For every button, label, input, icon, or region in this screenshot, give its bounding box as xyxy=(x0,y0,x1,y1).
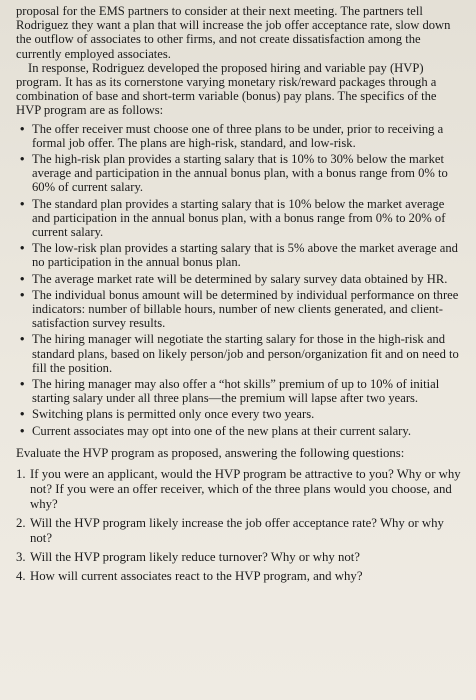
question-number: 2. xyxy=(16,515,26,530)
question-item xyxy=(16,467,464,512)
bullet-icon: • xyxy=(20,121,25,136)
list-item: • The hiring manager may also offer a “hot skills” premium of up to 10% of initial starting salary under all three plans—the premium will lapse after two years. xyxy=(20,377,440,406)
bullet-icon: • xyxy=(20,196,25,211)
question-text: Will the HVP program likely increase the job offer acceptance rate? Why or why not? xyxy=(30,515,444,545)
question-number: 3. xyxy=(16,549,26,564)
question-number: 1. xyxy=(16,466,26,481)
intro-paragraph-2: In response, Rodriguez developed the proposed hiring and variable pay (HVP) program. It has as its cornerstone varying monetary risk/reward packages through a combination of base and short-term variable (bonus) pay plans. The specifics of the HVP program are as follows: xyxy=(16,60,437,118)
list-item: • The offer receiver must choose one of three plans to be under, prior to receiving a formal job offer. The plans are high-risk, standard, and low-risk. xyxy=(20,121,444,150)
list-item: • The hiring manager will negotiate the starting salary for those in the high-risk and standard plans, based on likely person/job and person/organization fit and on need to fill the position. xyxy=(20,332,459,375)
list-item: • The high-risk plan provides a starting salary that is 10% to 30% below the market average and participation in the annual bonus plan, with a bonus range from 0% to 60% of current salary. xyxy=(20,152,448,195)
question-item xyxy=(16,516,464,546)
bullet-icon: • xyxy=(20,332,25,347)
bullet-icon: • xyxy=(20,407,25,422)
question-text: Will the HVP program likely reduce turnover? Why or why not? xyxy=(30,549,360,564)
question-text: How will current associates react to the HVP program, and why? xyxy=(30,568,363,583)
list-item: • The low-risk plan provides a starting salary that is 5% above the market average and no participation in the annual bonus plan. xyxy=(20,241,458,270)
questions-list xyxy=(16,467,464,584)
list-item: • The average market rate will be determined by salary survey data obtained by HR. xyxy=(20,271,448,286)
question-item xyxy=(16,569,464,584)
bullet-icon: • xyxy=(20,287,25,302)
question-item xyxy=(16,550,464,565)
bullet-icon: • xyxy=(20,271,25,286)
list-item: • The standard plan provides a starting salary that is 10% below the market average and participation in the annual bonus plan, with a bonus range from 0% to 20% of current salary. xyxy=(20,196,446,240)
intro-paragraph-1: proposal for the EMS partners to consider at their next meeting. The partners tell Rodriguez they want a plan that will increase the job offer acceptance rate, slow down the outflow of associates to other firms, and not create dissatisfaction among the currently employed associates. xyxy=(16,4,451,61)
bullet-icon: • xyxy=(20,423,25,438)
bullet-icon: • xyxy=(20,377,25,392)
bullet-icon: • xyxy=(20,152,25,167)
question-text: If you were an applicant, would the HVP program be attractive to you? Why or why not? If you were an offer receiver, which of the three plans would you choose, and why? xyxy=(30,466,461,511)
hvp-specifics-list xyxy=(16,122,464,438)
question-number: 4. xyxy=(16,568,26,583)
list-item: • Current associates may opt into one of the new plans at their current salary. xyxy=(20,423,411,438)
bullet-icon: • xyxy=(20,241,25,256)
list-item: • The individual bonus amount will be determined by individual performance on three indicators: number of billable hours, number of new clients generated, and client-satisfaction survey results. xyxy=(20,287,459,331)
list-item: • Switching plans is permitted only once every two years. xyxy=(20,407,315,422)
questions-intro: Evaluate the HVP program as proposed, answering the following questions: xyxy=(16,445,405,460)
